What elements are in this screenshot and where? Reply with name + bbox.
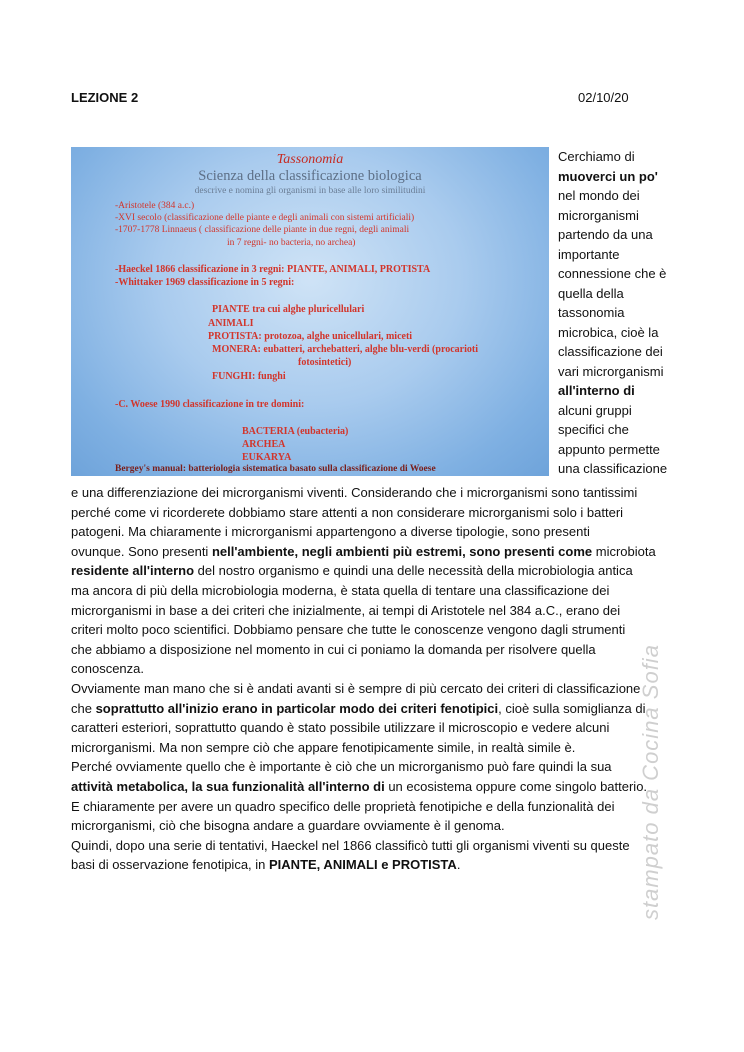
slide-line: ANIMALI bbox=[208, 318, 254, 329]
slide-line: ARCHEA bbox=[242, 439, 286, 450]
body-line: Ovviamente man mano che si è andati avanti si è sempre di più cercato dei criteri di classificazione bbox=[71, 680, 641, 696]
slide-line: Bergey's manual: batteriologia sistematica basato sulla classificazione di Woese bbox=[115, 464, 436, 474]
body-line bbox=[71, 561, 676, 581]
lesson-title: LEZIONE 2 bbox=[71, 90, 139, 105]
body-text: . bbox=[456, 857, 461, 873]
side-line: all'interno di bbox=[558, 383, 635, 398]
body-line: microrganismi, ciò che bisogna andare a guardare ovviamente è il genoma. bbox=[71, 818, 505, 834]
side-line: appunto permette bbox=[558, 441, 660, 457]
body-line: caratteri esteriori, soprattutto quando è stato possibile utilizzare il microscopio e vedere alcuni bbox=[71, 720, 610, 736]
body-bold-text: nell'ambiente, negli ambienti più estremi, sono presenti come bbox=[211, 543, 593, 559]
side-line: tassonomia bbox=[558, 305, 625, 320]
slide-title: Tassonomia bbox=[276, 152, 344, 167]
side-line: quella della bbox=[558, 285, 624, 301]
side-line: microrganismi bbox=[558, 207, 639, 223]
body-text: un ecosistema oppure come singolo batterio. bbox=[384, 778, 648, 794]
body-line: microrganismi in base a dei criteri che inizialmente, ai tempi di Aristotele nel 384 a.C., erano dei bbox=[71, 602, 621, 618]
slide-description: descrive e nomina gli organismi in base alle loro similitudini bbox=[194, 186, 426, 196]
body-text: del nostro organismo e quindi una delle necessità della microbiologia antica bbox=[194, 563, 633, 579]
lesson-date: 02/10/20 bbox=[578, 90, 629, 105]
body-bold-text: attività metabolica, la sua funzionalità all'interno di bbox=[71, 778, 385, 794]
body-line: ma ancora di più della microbiologia moderna, è stata quella di tentare una classificazione dei bbox=[71, 582, 610, 598]
body-bold-text: PIANTE, ANIMALI e PROTISTA bbox=[269, 857, 457, 873]
slide-line: -C. Woese 1990 classificazione in tre domini: bbox=[115, 399, 305, 410]
body-line: conoscenza. bbox=[71, 661, 144, 677]
body-line bbox=[71, 777, 676, 797]
body-text: che bbox=[71, 700, 96, 716]
body-text: basi di osservazione fenotipica, in bbox=[71, 857, 270, 873]
slide-line: PIANTE tra cui alghe pluricellulari bbox=[212, 304, 365, 315]
side-line: importante bbox=[558, 246, 620, 262]
body-line: che abbiamo a disposizione nel momento in cui ci poniamo la domanda per risolvere quella bbox=[71, 641, 596, 657]
slide-line: -Aristotele (384 a.c.) bbox=[115, 201, 195, 211]
slide-line: -XVI secolo (classificazione delle piante e degli animali con sistemi artificiali) bbox=[115, 213, 415, 223]
body-bold-text: residente all'interno bbox=[71, 563, 195, 579]
body-text: microbiota bbox=[592, 543, 656, 559]
body-line: criteri molto poco scientifici. Dobbiamo pensare che tutte le conoscenze vengono dagli strumenti bbox=[71, 622, 626, 638]
side-line: muoverci un po' bbox=[558, 168, 658, 184]
slide-subtitle: Scienza della classificazione biologica bbox=[198, 168, 422, 184]
slide-line: -Whittaker 1969 classificazione in 5 regni: bbox=[115, 277, 295, 288]
side-line: partendo da una bbox=[558, 227, 653, 242]
body-line: E chiaramente per avere un quadro specifico delle proprietà fenotipiche e della funzionalità dei bbox=[71, 798, 615, 814]
side-paragraph bbox=[558, 147, 674, 479]
body-text: , cioè sulla somiglianza di bbox=[498, 700, 646, 716]
slide-line: -Haeckel 1866 classificazione in 3 regni: PIANTE, ANIMALI, PROTISTA bbox=[115, 264, 431, 275]
body-paragraph bbox=[71, 483, 676, 875]
slide-line: PROTISTA: protozoa, alghe unicellulari, miceti bbox=[208, 331, 413, 342]
slide-line: fotosintetici) bbox=[298, 357, 352, 368]
body-line: microrganismi. Ma non sempre ciò che appare fenotipicamente simile, in realtà simile è. bbox=[71, 739, 576, 755]
body-line bbox=[71, 855, 676, 875]
side-line: specifici che bbox=[558, 422, 629, 437]
body-line: patogeni. Ma chiaramente i microrganismi appartengono a diverse tipologie, sono presenti bbox=[71, 524, 590, 540]
side-line: Cerchiamo di bbox=[558, 149, 635, 164]
watermark: stampato da Cocina Sofia bbox=[638, 644, 663, 920]
side-line: nel mondo dei bbox=[558, 188, 640, 203]
taxonomy-slide-image bbox=[71, 147, 549, 476]
slide-line: in 7 regni- no bacteria, no archea) bbox=[227, 238, 356, 248]
side-line: una classificazione bbox=[558, 461, 668, 476]
side-line: microbica, cioè la bbox=[558, 324, 659, 340]
slide-line: EUKARYA bbox=[242, 452, 292, 463]
side-line: connessione che è bbox=[558, 266, 667, 281]
slide-line: -1707-1778 Linnaeus ( classificazione delle piante in due regni, degli animali bbox=[115, 225, 410, 235]
side-line: classificazione dei bbox=[558, 344, 663, 359]
body-line: Quindi, dopo una serie di tentativi, Haeckel nel 1866 classificò tutti gli organismi viventi su queste bbox=[71, 837, 630, 853]
slide-line: FUNGHI: funghi bbox=[212, 371, 286, 382]
body-bold-text: soprattutto all'inizio erano in particolar modo dei criteri fenotipici bbox=[95, 700, 499, 716]
body-line: Perché ovviamente quello che è importante è ciò che un microrganismo può fare quindi la sua bbox=[71, 759, 612, 775]
side-line: alcuni gruppi bbox=[558, 402, 632, 418]
body-line bbox=[71, 542, 676, 562]
slide-line: MONERA: eubatteri, archebatteri, alghe blu-verdi (procarioti bbox=[212, 344, 478, 355]
body-text: ovunque. Sono presenti bbox=[71, 543, 212, 559]
slide-line: BACTERIA (eubacteria) bbox=[242, 426, 349, 437]
side-line: vari microrganismi bbox=[558, 363, 664, 379]
body-line: perché come vi ricorderete dobbiamo stare attenti a non considerare microrganismi solo i batteri bbox=[71, 504, 624, 520]
body-line: e una differenziazione dei microrganismi viventi. Considerando che i microrganismi sono tantissimi bbox=[71, 485, 638, 500]
body-line bbox=[71, 699, 676, 719]
